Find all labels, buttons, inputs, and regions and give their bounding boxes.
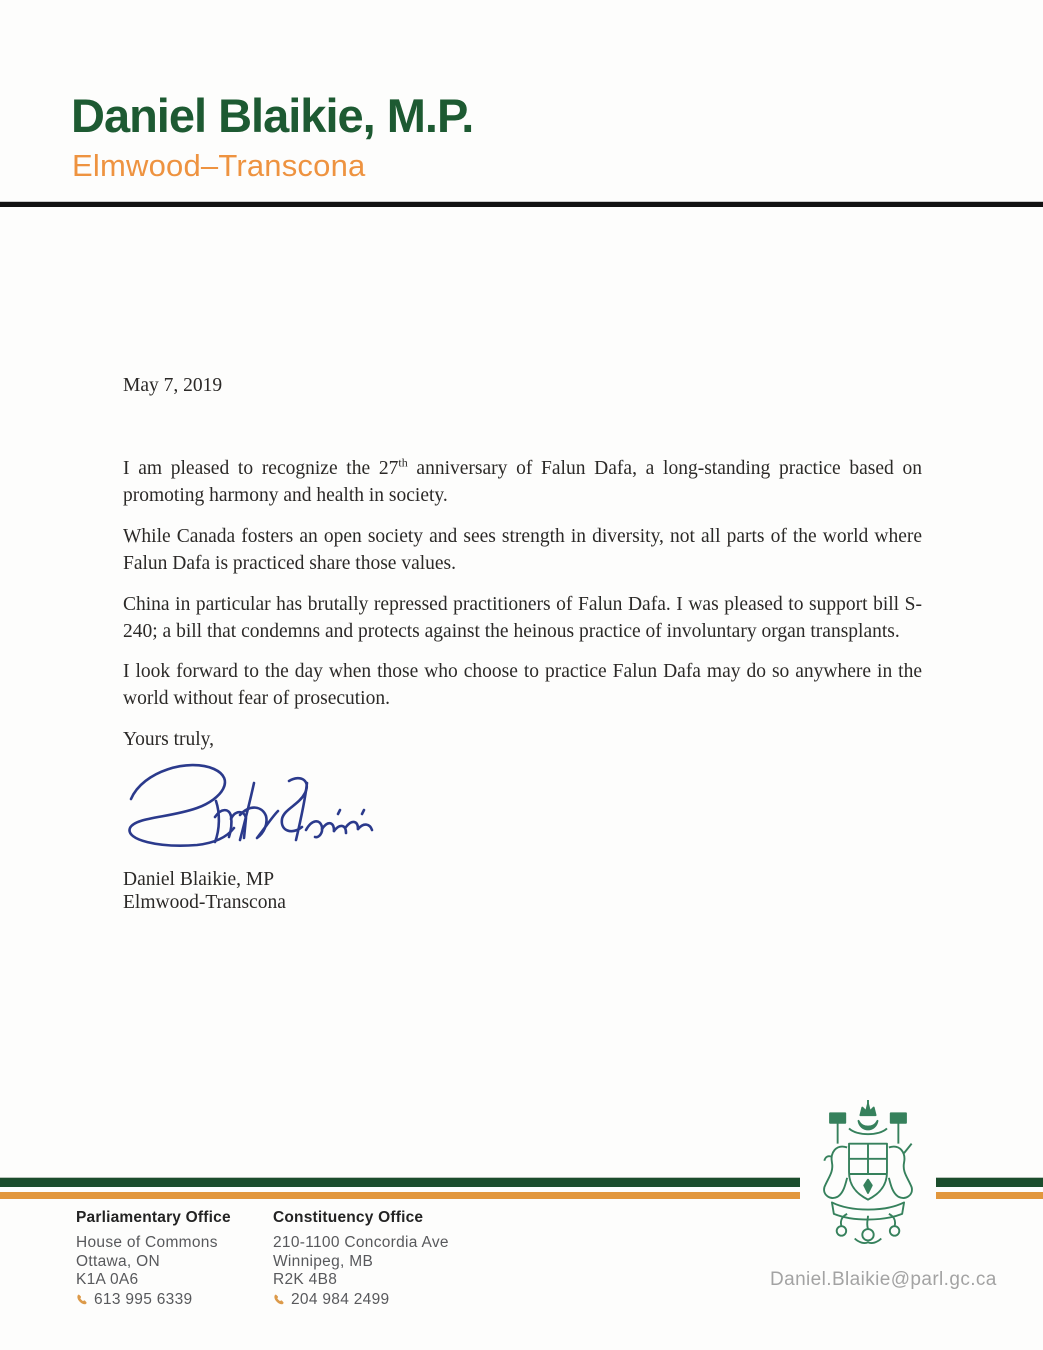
letterhead-riding: Elmwood–Transcona <box>72 148 366 183</box>
header-divider <box>0 201 1043 207</box>
paragraph-4: I look forward to the day when those who choose to practice Falun Dafa may do so anywhere in the world without fear of prosecution. <box>123 661 922 709</box>
email-address: Daniel.Blaikie@parl.gc.ca <box>770 1269 997 1290</box>
parliamentary-office-block <box>76 1209 231 1309</box>
phone-row <box>273 1291 449 1310</box>
constituency-office-title: Constituency Office <box>273 1209 424 1226</box>
paragraph-1 <box>123 455 922 509</box>
parliamentary-phone: 613 995 6339 <box>94 1290 193 1308</box>
address-line: Winnipeg, MB <box>273 1252 374 1270</box>
phone-icon <box>76 1293 88 1306</box>
address-line: K1A 0A6 <box>76 1271 139 1288</box>
address-line: Ottawa, ON <box>76 1252 160 1270</box>
phone-icon <box>273 1293 285 1306</box>
phone-row <box>76 1291 231 1310</box>
signature-image <box>119 753 379 853</box>
address-line: House of Commons <box>76 1234 218 1251</box>
paragraph-1-text: I am pleased to recognize the 27 <box>123 458 399 479</box>
address-line: R2K 4B8 <box>273 1271 338 1288</box>
signed-name: Daniel Blaikie, MP <box>123 869 275 890</box>
signed-riding: Elmwood-Transcona <box>123 891 286 913</box>
paragraph-1-rest: anniversary of Falun Dafa, a long-standing practice based on promoting harmony and health in society. <box>123 458 923 506</box>
constituency-office-block <box>273 1209 449 1309</box>
letterhead-name: Daniel Blaikie, M.P. <box>71 89 474 142</box>
address-line: 210-1100 Concordia Ave <box>273 1234 449 1251</box>
parliamentary-office-title: Parliamentary Office <box>76 1209 231 1226</box>
signature-block <box>123 869 922 914</box>
ordinal-superscript: th <box>398 455 408 470</box>
letter-closing: Yours truly, <box>123 729 215 750</box>
paragraph-3: China in particular has brutally repressed practitioners of Falun Dafa. I was pleased to support bill S-240; a bill that condemns and protects against the heinous practice of involuntary organ transplants. <box>123 594 922 642</box>
canada-coat-of-arms-icon <box>811 1100 925 1248</box>
paragraph-2: While Canada fosters an open society and sees strength in diversity, not all parts of the world where Falun Dafa is practiced share those values. <box>123 526 922 574</box>
letter-body <box>123 372 922 914</box>
letter-date: May 7, 2019 <box>123 375 223 396</box>
constituency-phone: 204 984 2499 <box>291 1290 390 1308</box>
